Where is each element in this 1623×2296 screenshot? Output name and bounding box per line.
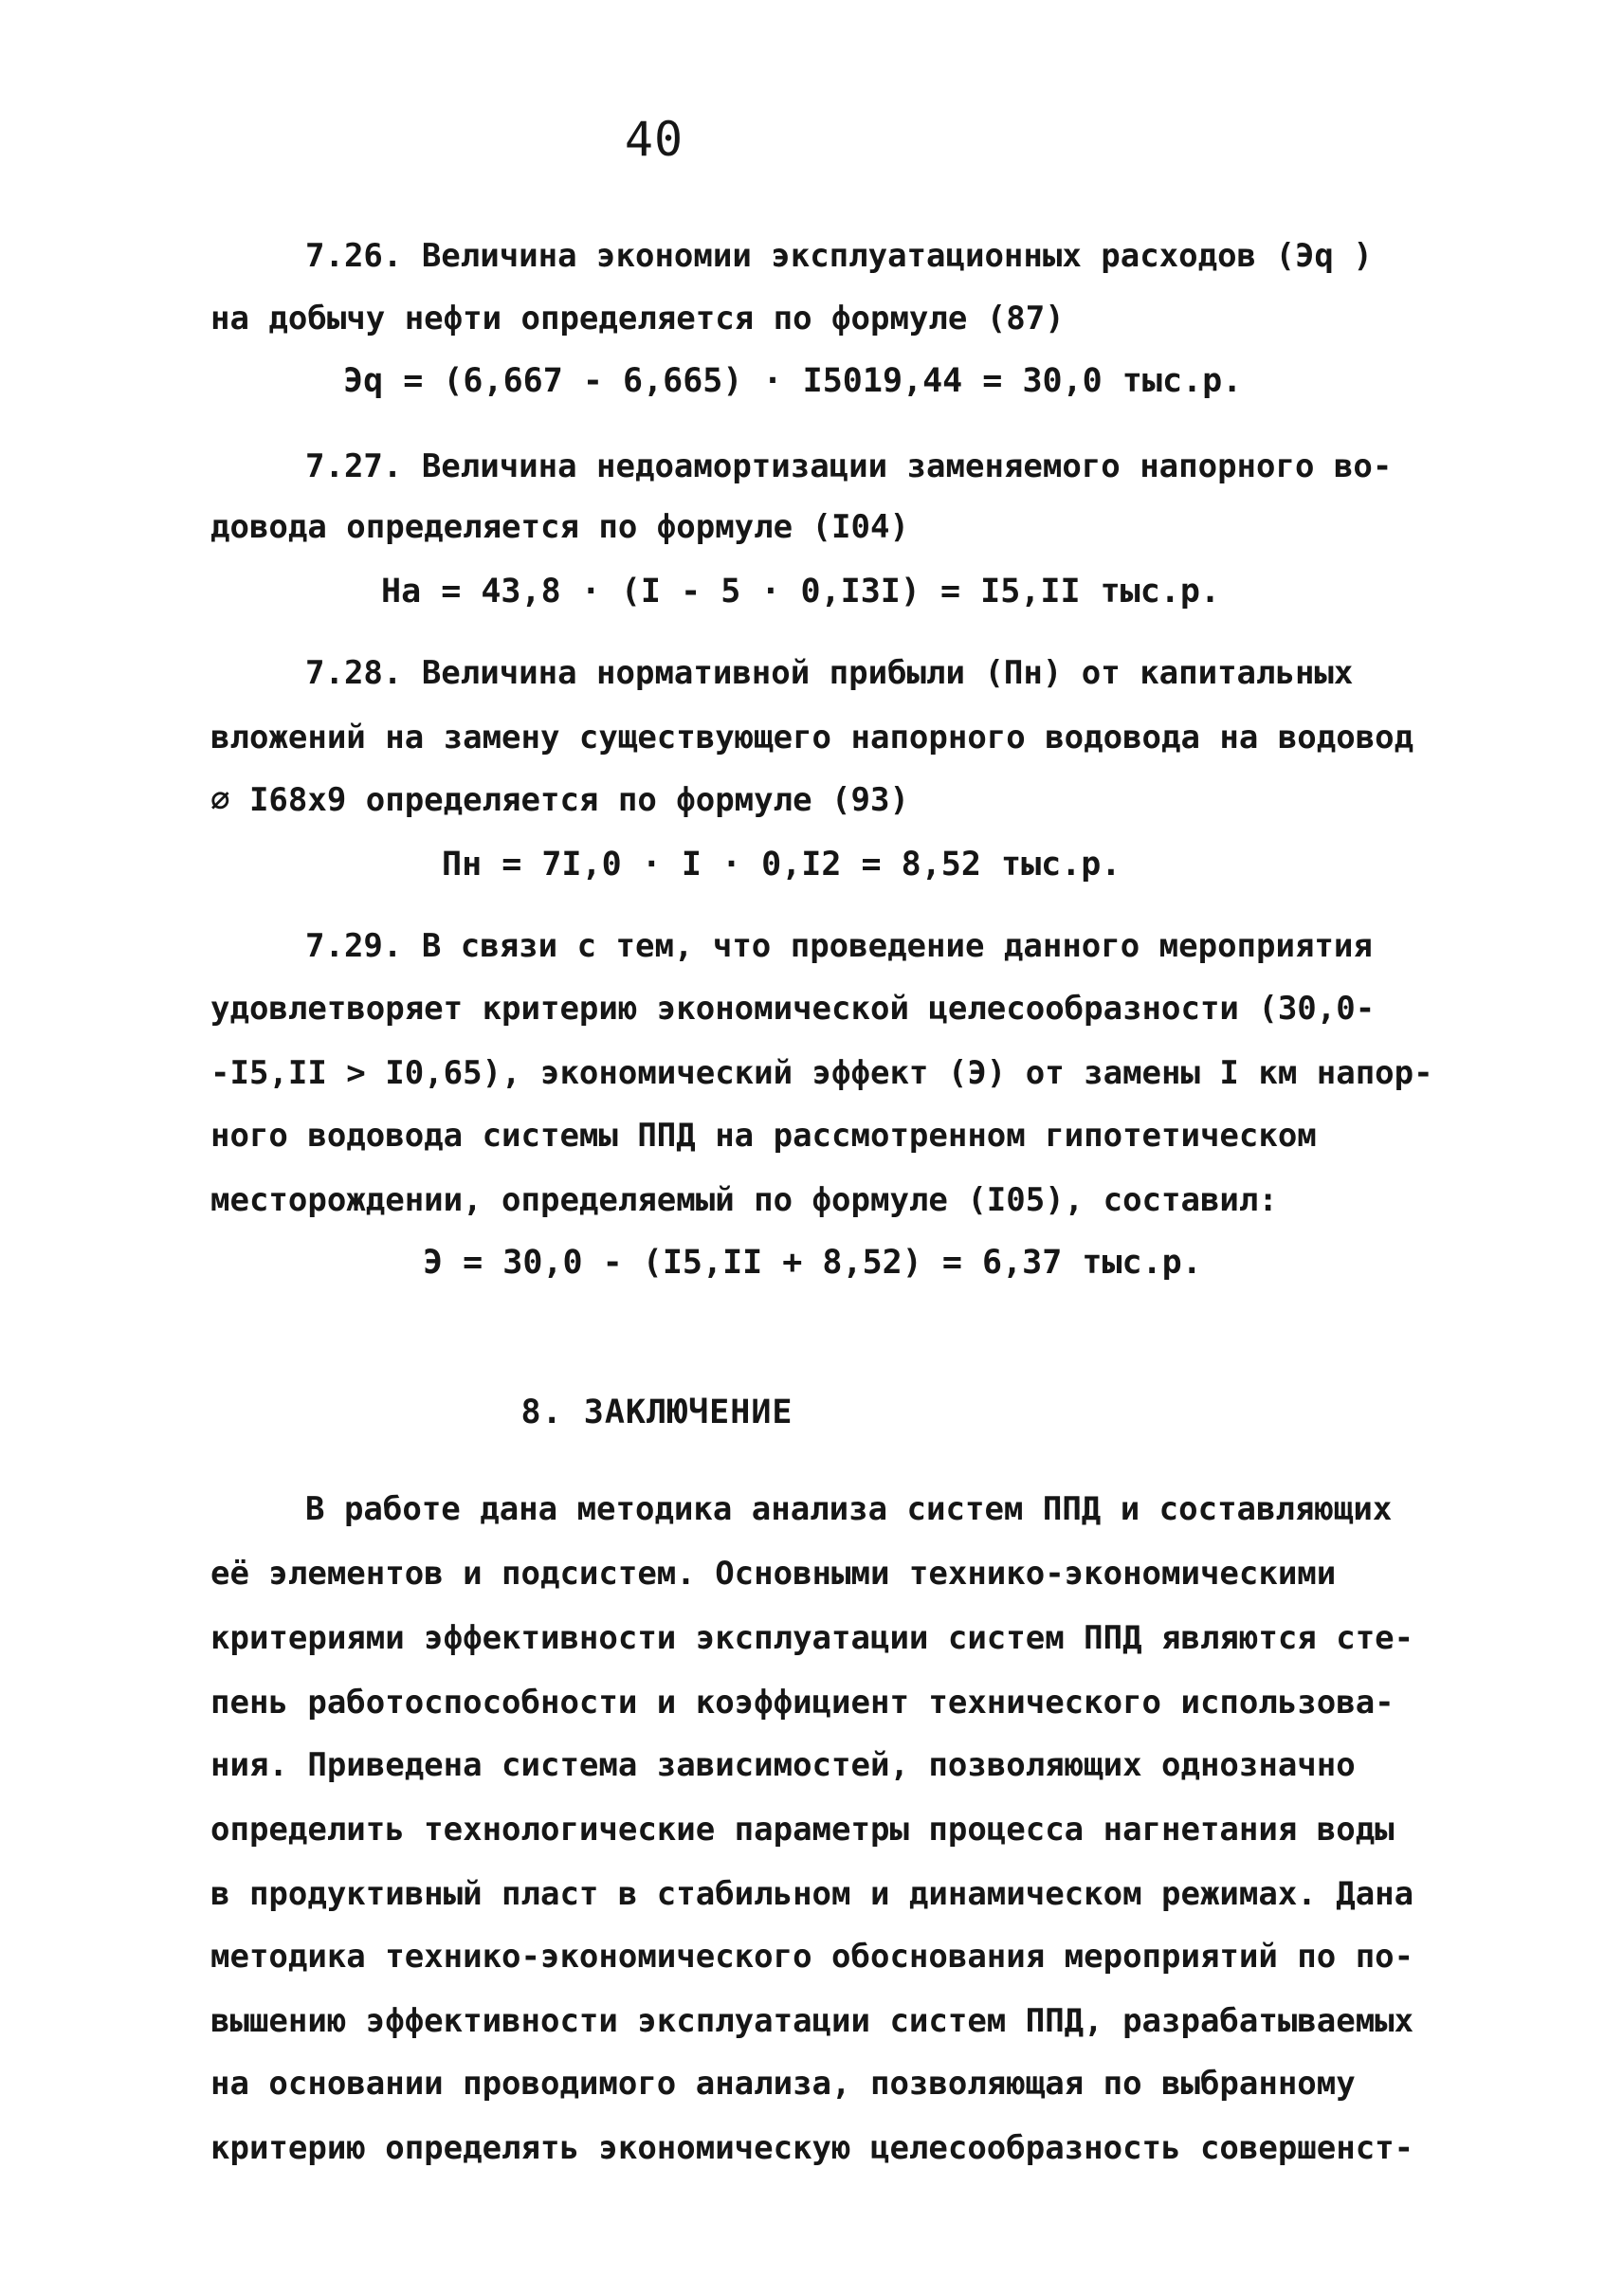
paragraph-7-29-line-2: удовлетворяет критерию экономической целесообразности (30,0- [210,990,1376,1028]
conclusion-line-11: критерию определять экономическую целесообразность совершенст- [210,2129,1414,2167]
paragraph-7-26-line-1: 7.26. Величина экономии эксплуатационных расходов (Эq ) [305,237,1373,275]
paragraph-7-28-line-3: ⌀ I68x9 определяется по формуле (93) [210,781,909,819]
paragraph-7-29-line-4: ного водовода системы ППД на рассмотренном гипотетическом [210,1117,1317,1155]
paragraph-7-29-line-3: -I5,II > I0,65), экономический эффект (Э) от замены I км напор- [210,1054,1433,1092]
conclusion-line-2: её элементов и подсистем. Основными технико-экономическими [210,1555,1337,1593]
conclusion-line-8: методика технико-экономического обоснования мероприятий по по- [210,1938,1414,1976]
formula-pn: Пн = 7I,0 · I · 0,I2 = 8,52 тыс.р. [442,846,1122,884]
paragraph-7-27-line-2: довода определяется по формуле (I04) [210,508,909,546]
conclusion-line-9: вышению эффективности эксплуатации систем ППД, разрабатываемых [210,2002,1414,2040]
conclusion-line-3: критериями эффективности эксплуатации систем ППД являются сте- [210,1619,1414,1657]
conclusion-line-7: в продуктивный пласт в стабильном и динамическом режимах. Дана [210,1875,1414,1913]
conclusion-line-10: на основании проводимого анализа, позволяющая по выбранному [210,2065,1356,2103]
formula-e: Э = 30,0 - (I5,II + 8,52) = 6,37 тыс.р. [423,1244,1202,1282]
paragraph-7-27-line-1: 7.27. Величина недоамортизации заменяемого напорного во- [305,447,1393,485]
conclusion-line-5: ния. Приведена система зависимостей, позволяющих однозначно [210,1746,1356,1784]
paragraph-7-26-line-2: на добычу нефти определяется по формуле (87) [210,300,1065,337]
paragraph-7-29-line-1: 7.29. В связи с тем, что проведение данного мероприятия [305,927,1373,965]
conclusion-line-1: В работе дана методика анализа систем ППД и составляющих [305,1490,1393,1528]
formula-na: Нa = 43,8 · (I - 5 · 0,I3I) = I5,II тыс.р. [381,573,1221,610]
formula-eq: Эq = (6,667 - 6,665) · I5019,44 = 30,0 тыс.р. [343,362,1243,400]
paragraph-7-29-line-5: месторождении, определяемый по формуле (I05), составил: [210,1181,1278,1219]
paragraph-7-28-line-1: 7.28. Величина нормативной прибыли (Пн) от капитальных [305,654,1354,692]
conclusion-line-6: определить технологические параметры процесса нагнетания воды [210,1811,1395,1849]
section-heading-conclusion: 8. ЗАКЛЮЧЕНИЕ [520,1394,793,1431]
page-number: 40 [624,112,684,167]
paragraph-7-28-line-2: вложений на замену существующего напорного водовода на водовод [210,719,1414,756]
conclusion-line-4: пень работоспособности и коэффициент технического использова- [210,1684,1395,1722]
